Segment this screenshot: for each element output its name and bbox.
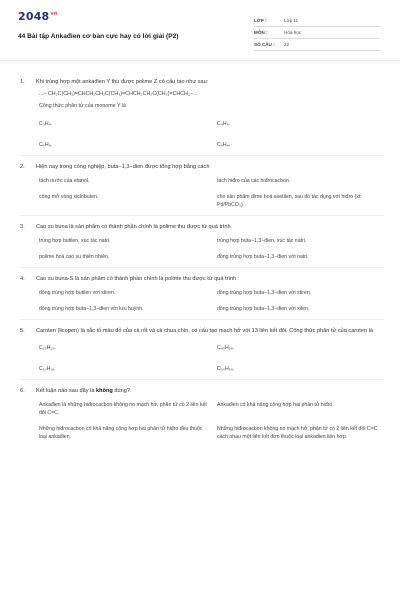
question-list <box>0 78 400 447</box>
question-text-part: đúng? <box>112 388 130 394</box>
question-4 <box>20 267 384 319</box>
question-prompt: Công thức phân tử của monome Y là <box>39 103 126 109</box>
meta-value: Lớp 11 <box>284 18 299 23</box>
question-text-part: Kết luận nào sau đây là <box>36 388 97 394</box>
option-b[interactable]: đồng trùng hợp buta−1,3−đien với stiren. <box>217 290 312 296</box>
option-c[interactable]: C₅H₈. <box>39 142 53 148</box>
logo-suffix: vn <box>50 11 58 18</box>
option-d[interactable]: C₄H₈. <box>217 142 231 148</box>
question-1 <box>20 78 384 155</box>
meta-row-count <box>254 39 380 51</box>
option-b[interactable]: C₄H₆. <box>217 121 231 127</box>
page-header <box>0 0 400 60</box>
meta-row-subject <box>254 27 380 39</box>
question-number: 2. <box>20 164 25 170</box>
option-d[interactable]: đồng trùng hợp buta−1,3−đien với xilen. <box>217 306 310 312</box>
option-b[interactable]: trùng hợp buta−1,3−đien, xúc tác natri. <box>217 238 307 244</box>
question-number: 5. <box>20 328 25 334</box>
question-text: Hiện nay trong công nghiệp, buta−1,3−đien được tổng hợp bằng cách <box>36 164 210 170</box>
question-number: 6. <box>20 388 25 394</box>
question-text: Caroten (licopen) là sắc tố màu đỏ của cà rốt và cà chua chín, có cấu tạo mạch hở với 13 liên kết đôi. Công thức phân tử của caroten là <box>36 328 373 334</box>
option-d[interactable]: Những hiđrocacbon không no mạch hở, phân tử có 2 liên kết đôi C=C cách nhau một liên kết đơn thuộc loại ankađien liên hợp. <box>217 426 378 440</box>
option-b[interactable]: C₄₀H₅₆. <box>217 345 235 351</box>
option-c[interactable]: đồng trùng hợp buta−1,3−đien với lưu huỳnh. <box>39 306 144 312</box>
question-3 <box>20 215 384 267</box>
meta-info <box>254 15 380 51</box>
question-5 <box>20 319 384 379</box>
question-text <box>36 387 130 395</box>
meta-label: MÔN : <box>254 30 268 35</box>
meta-label: SỐ CÂU : <box>254 42 275 47</box>
option-c[interactable]: cộng mở vòng xiclobuten. <box>39 194 99 200</box>
meta-label: LỚP : <box>254 18 267 23</box>
polymer-formula: ...− CH₂C(CH₃)=CHCH₂CH₂C(CH₃)=CHCH₂CH₂C(CH₃)=CHCH₂−... <box>39 91 198 97</box>
option-c[interactable]: C₁₀H₁₆. <box>39 366 56 372</box>
option-b[interactable]: tách hiđro của các hiđrocacbon. <box>217 178 291 184</box>
option-a[interactable]: C₁₅H₂₅. <box>39 345 56 351</box>
meta-value: Hóa học <box>284 30 302 35</box>
header-divider <box>0 60 400 66</box>
option-c[interactable]: Những hiđrocacbon có khả năng cộng hợp hai phân tử hiđro đều thuộc loại ankađien. <box>39 426 203 440</box>
option-a[interactable]: C₃H₄. <box>39 121 53 127</box>
option-c[interactable]: polime hoá cao su thiên nhiên. <box>39 254 110 260</box>
option-a[interactable]: tách nước của etanol. <box>39 178 90 184</box>
document-title: 44 Bài tập Ankađien cơ bản cực hay có lời giải (P2) <box>18 33 179 40</box>
question-number: 1. <box>20 79 25 85</box>
question-emphasis: không <box>96 388 113 394</box>
option-a[interactable]: đồng trùng hợp butilen với stiren. <box>39 290 116 296</box>
question-number: 4. <box>20 276 25 282</box>
option-d[interactable]: đồng trùng hợp buta−1,3−đien với natri. <box>217 254 309 260</box>
question-text: Cao su buna là sản phẩm có thành phần chính là polime thu được từ quá trình <box>36 224 231 230</box>
question-text: Cao su buna-S là sản phẩm có thành phần chính là polime thu được từ quá trình <box>36 276 237 282</box>
question-2 <box>20 155 384 215</box>
option-b[interactable]: Ankađien có khả năng cộng hợp hai phân tử hiđro. <box>217 402 334 408</box>
meta-value: 22 <box>284 42 290 47</box>
option-d[interactable]: cho sản phẩm đime hoá axetilen, sau đó tác dụng với hiđro (xt: Pd/PbCO₃). <box>217 194 362 208</box>
question-number: 3. <box>20 224 25 230</box>
option-a[interactable]: Ankađien là những hiđrocacbon không no mạch hở, phân tử có 2 liên kết đôi C=C. <box>39 402 207 416</box>
question-6 <box>20 379 384 447</box>
question-text: Khi trùng hợp một ankađien Y thu được polime Z có cấu tạo như sau: <box>36 79 209 85</box>
option-a[interactable]: trùng hợp butilen, xúc tác natri. <box>39 238 111 244</box>
meta-row-class <box>254 15 380 27</box>
logo-text: 2048 <box>18 10 50 23</box>
option-d[interactable]: C₃₀H₅₀. <box>217 366 235 372</box>
